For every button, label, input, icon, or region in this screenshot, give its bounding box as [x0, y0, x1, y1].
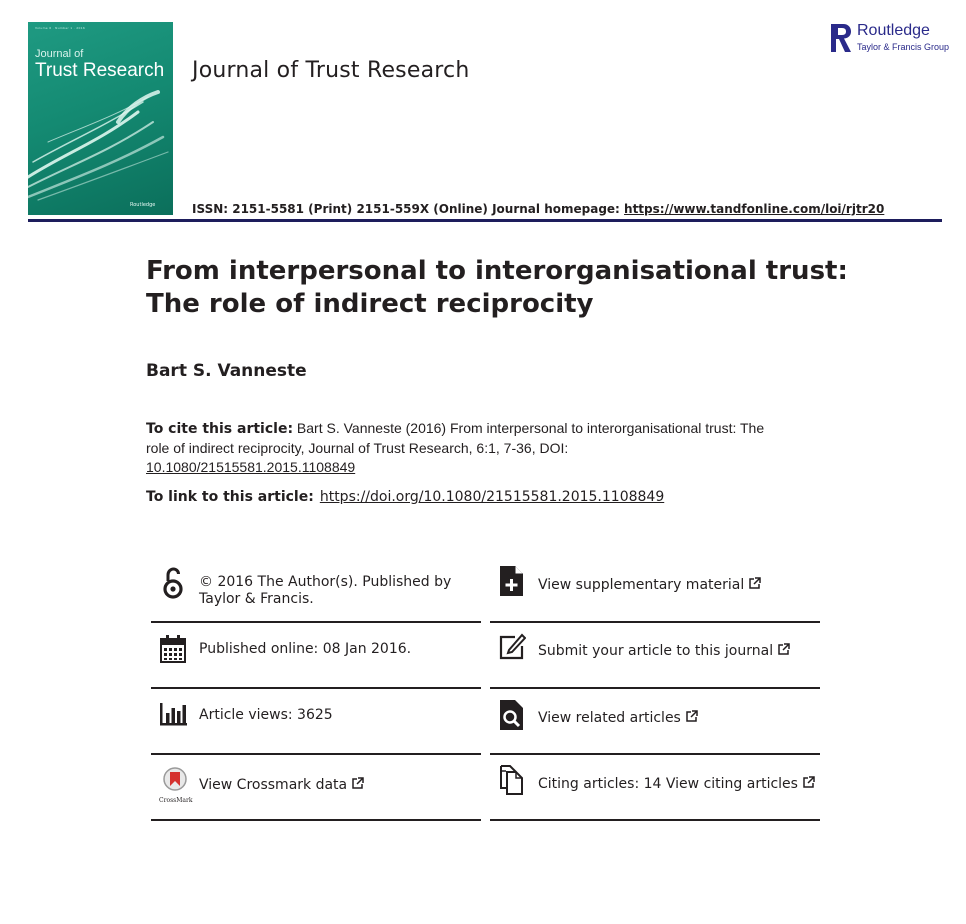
article-link-line [146, 489, 664, 505]
cover-issue-line: Volume 6 · Number 1 · 2016 [35, 26, 86, 30]
supplementary-text[interactable] [538, 577, 761, 594]
article-title-line-2: The role of indirect reciprocity [146, 289, 594, 319]
crossmark-label[interactable]: View Crossmark data [199, 777, 348, 793]
crossmark-text[interactable] [199, 777, 364, 794]
article-link-label: To link to this article: [146, 489, 314, 505]
journal-homepage-link[interactable]: https://www.tandfonline.com/loi/rjtr20 [624, 202, 885, 216]
external-link-icon [351, 777, 364, 790]
citation-text: Bart S. Vanneste (2016) From interpersonal to interorganisational trust: The role of indirect reciprocity, Journal of Trust Research, 6:1, 7-36, DOI: [146, 420, 765, 456]
open-access-icon [159, 567, 187, 599]
calendar-icon [159, 634, 187, 666]
grid-divider [490, 819, 820, 821]
search-document-icon [498, 699, 526, 731]
citing-label[interactable]: Citing articles: 14 View citing articles [538, 776, 798, 792]
citation-block [146, 419, 766, 477]
supplementary-label[interactable]: View supplementary material [538, 577, 745, 593]
crossmark-badge-icon [159, 766, 191, 792]
supplementary-item[interactable] [490, 557, 820, 623]
published-text: Published online: 08 Jan 2016. [199, 641, 412, 657]
external-link-icon [777, 643, 790, 656]
routledge-logo-icon [829, 22, 853, 56]
external-link-icon [748, 577, 761, 590]
submit-label[interactable]: Submit your article to this journal [538, 643, 774, 659]
open-access-item [151, 557, 481, 623]
article-author: Bart S. Vanneste [146, 361, 307, 381]
issn-text: ISSN: 2151-5581 (Print) 2151-559X (Online) Journal homepage: [192, 202, 625, 216]
article-link-url[interactable]: https://doi.org/10.1080/21515581.2015.1108849 [319, 489, 665, 505]
bar-chart-icon [159, 699, 187, 731]
cover-publisher: Routledge [130, 202, 156, 208]
crossmark-icon [159, 766, 191, 802]
views-item [151, 689, 481, 755]
header-rule [28, 219, 942, 222]
submit-item[interactable] [490, 623, 820, 689]
external-link-icon [802, 776, 815, 789]
journal-cover [28, 22, 173, 215]
issn-line [192, 202, 884, 216]
journal-title: Journal of Trust Research [192, 58, 470, 83]
edit-icon [498, 631, 526, 663]
article-title-line-1: From interpersonal to interorganisational trust: [146, 256, 848, 286]
citing-text[interactable] [538, 776, 815, 793]
submit-text[interactable] [538, 643, 790, 660]
published-item [151, 623, 481, 689]
citing-item[interactable] [490, 755, 820, 821]
file-plus-icon [498, 565, 526, 597]
citation-label: To cite this article: [146, 421, 294, 437]
crossmark-item[interactable] [151, 755, 481, 821]
related-text[interactable] [538, 710, 698, 727]
grid-divider [151, 819, 481, 821]
open-access-text: © 2016 The Author(s). Published by Taylor & Francis. [199, 574, 452, 607]
related-item[interactable] [490, 689, 820, 755]
cover-title-big: Trust Research [35, 60, 165, 81]
cover-title-small: Journal of [35, 48, 84, 60]
cover-swirl-graphic [28, 82, 173, 202]
views-text: Article views: 3625 [199, 707, 333, 723]
publisher-logo-name: Routledge [857, 22, 930, 39]
crossmark-badge-text: CrossMark [159, 797, 193, 804]
documents-icon [498, 764, 526, 796]
citation-doi-link[interactable]: 10.1080/21515581.2015.1108849 [146, 459, 356, 475]
publisher-logo-subtitle: Taylor & Francis Group [857, 42, 950, 52]
publisher-logo [829, 22, 949, 56]
related-label[interactable]: View related articles [538, 710, 681, 726]
external-link-icon [685, 710, 698, 723]
article-title [146, 255, 866, 321]
